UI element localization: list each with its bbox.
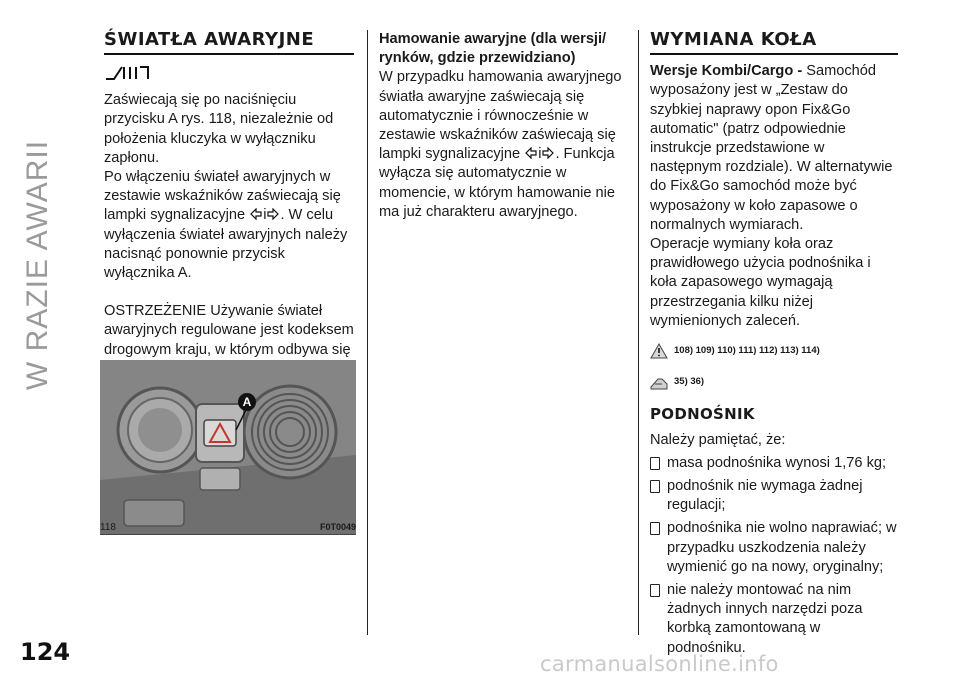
paragraph: Operacje wymiany koła oraz prawidłowego użycia podnośnika i koła zapasowego wymagają przestrzegania kilku niżej wymienionych zaleceń. [650, 236, 871, 329]
section-title-text: W RAZIE AWARII [21, 139, 54, 391]
watermark: carmanualsonline.info [540, 652, 779, 676]
paragraph: Zaświecają się po naciśnięciu przycisku A rys. 118, niezależnie od położenia kluczyka w wyłączniku zapłonu. [104, 92, 334, 166]
figure-code: F0T0049 [319, 522, 356, 532]
paragraph: Należy pamiętać, że: [650, 431, 786, 448]
bullet-box-icon [650, 480, 660, 493]
column-1 [104, 30, 354, 398]
list-item: masa podnośnika wynosi 1,76 kg; [650, 454, 898, 473]
right-turn-arrow-icon [267, 208, 279, 220]
warning-references: 108) 109) 110) 111) 112) 113) 114) [650, 341, 898, 360]
left-turn-arrow-icon [250, 208, 262, 220]
figure-hazard-switch [100, 360, 356, 535]
hazard-symbol-icon [104, 63, 354, 85]
jack-bullet-list [650, 454, 898, 658]
list-item: podnośnika nie wolno naprawiać; w przypadku uszkodzenia należy wymienić go na nowy, oryginalny; [650, 519, 898, 577]
hand-note-icon [650, 374, 668, 390]
lead-bold: Wersje Kombi/Cargo - [650, 63, 803, 80]
column-divider [638, 30, 639, 635]
right-turn-arrow-icon [542, 147, 554, 159]
bullet-box-icon [650, 457, 660, 470]
bullet-box-icon [650, 522, 660, 535]
list-item: podnośnik nie wymaga żadnej regulacji; [650, 477, 898, 515]
paragraph: Wersje Kombi/Cargo - Samochód wyposażony jest w „Zestaw do szybkiej naprawy opon Fix&Go automatic" (patrz odpowiednie instrukcje przedstawione w następnym rozdziale). W alternatywie do Fix&Go samochód może być wyposażony w koło zapasowe o normalnych wymiarach. [650, 63, 893, 233]
page-number: 124 [20, 638, 71, 666]
subheading-emergency-braking: Hamowanie awaryjne (dla wersji/ rynków, gdzie przewidziano) [379, 31, 607, 67]
heading-wheel-change: WYMIANA KOŁA [650, 30, 898, 55]
list-item: nie należy montować na nim żadnych innych narzędzi poza korbką zamontowaną w podnośniku. [650, 581, 898, 658]
warning-triangle-icon [650, 343, 668, 359]
figure-number: 118 [100, 522, 116, 533]
left-turn-arrow-icon [525, 147, 537, 159]
warning-paragraph: OSTRZEŻENIE Używanie świateł awaryjnych regulowane jest kodeksem drogowym kraju, w którym odbywa się [104, 303, 354, 358]
section-side-title [18, 40, 58, 490]
figure-caption [100, 522, 356, 533]
column-2 [379, 30, 629, 222]
heading-hazard-lights: ŚWIATŁA AWARYJNE [104, 30, 354, 55]
column-divider [367, 30, 368, 635]
figure-callout-a: A [238, 393, 256, 411]
bullet-box-icon [650, 584, 660, 597]
column-3 [650, 30, 898, 658]
subheading-jack: PODNOŚNIK [650, 405, 755, 424]
paragraph: W przypadku hamowania awaryjnego światła awaryjne zaświecają się automatycznie i równocześnie w zestawie wskaźników zaświecają się lampki sygnalizacyjne i . Funkcja wyłącza się automatycznie w momencie, w którym hamowanie nie ma już charakteru awaryjnego. [379, 69, 622, 220]
paragraph: Po włączeniu świateł awaryjnych w zestawie wskaźników zaświecają się lampki sygnalizacyjne i . W celu wyłączenia świateł awaryjnych należy nacisnąć ponownie przycisk wyłącznika A. [104, 169, 348, 282]
note-references: 35) 36) [650, 372, 898, 391]
